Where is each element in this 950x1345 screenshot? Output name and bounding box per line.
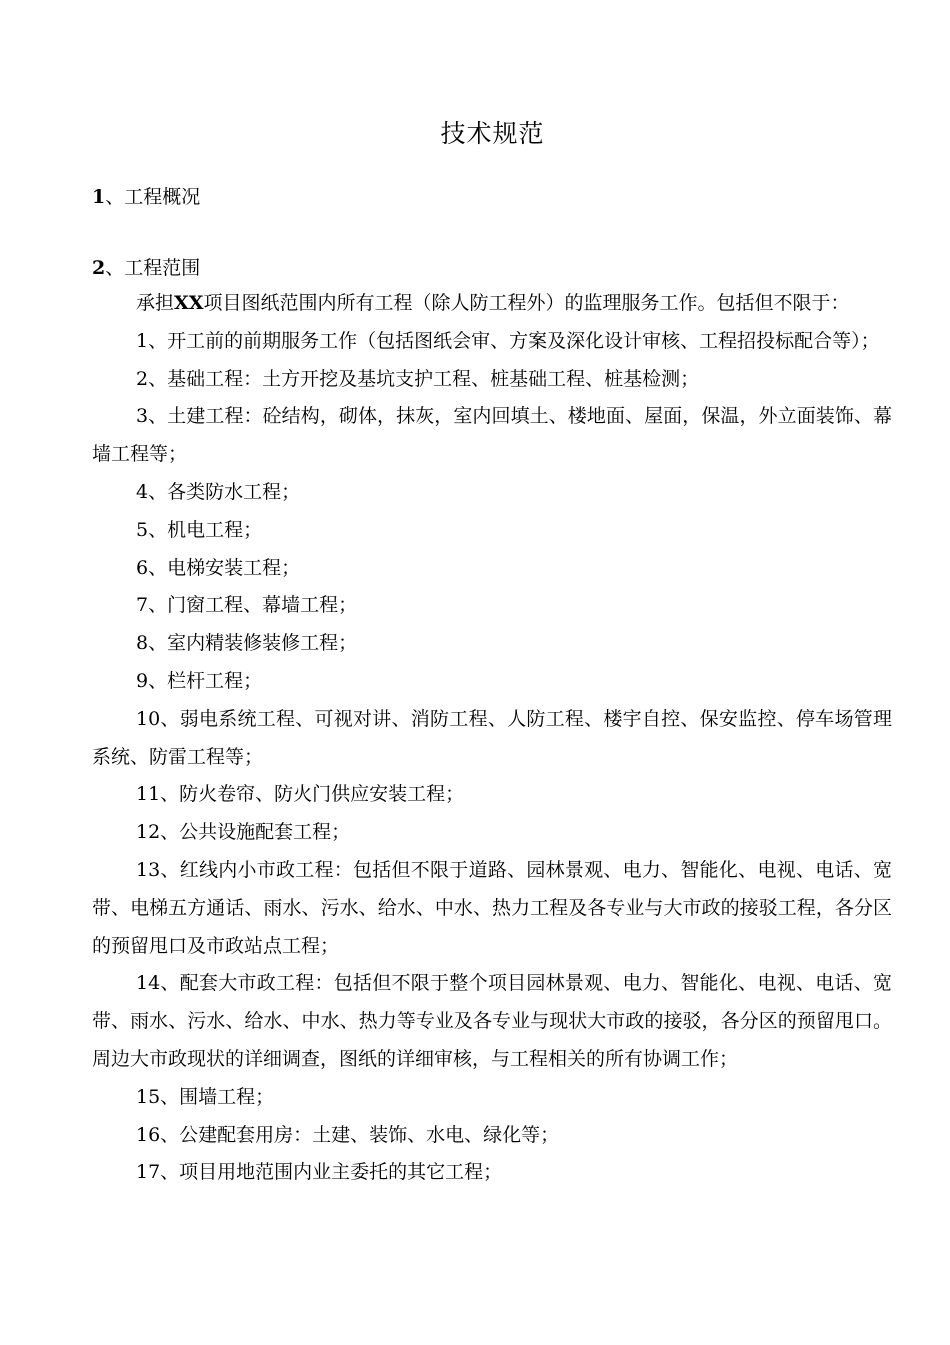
scope-item: 17、项目用地范围内业主委托的其它工程； xyxy=(136,1161,503,1184)
intro-prefix: 承担 xyxy=(136,292,175,314)
scope-item: 10、弱电系统工程、可视对讲、消防工程、人防工程、楼宇自控、保安监控、停车场管理系统、防雷工程等； xyxy=(92,707,892,768)
scope-item: 7、门窗工程、幕墙工程； xyxy=(136,594,358,617)
intro-suffix: 项目图纸范围内所有工程（除人防工程外）的监理服务工作。包括但不限于： xyxy=(203,292,850,314)
scope-body xyxy=(92,285,892,1192)
scope-item: 8、室内精装修装修工程； xyxy=(136,632,358,655)
scope-item: 12、公共设施配套工程； xyxy=(136,821,351,844)
scope-item: 14、配套大市政工程：包括但不限于整个项目园林景观、电力、智能化、电视、电话、宽带、雨水、污水、给水、中水、热力等专业及各专业与现状大市政的接驳，各分区的预留甩口。周边大市政现状的详细调查，图纸的详细审核，与工程相关的所有协调工作； xyxy=(92,972,892,1070)
scope-item: 3、土建工程：砼结构，砌体，抹灰，室内回填土、楼地面、屋面，保温，外立面装饰、幕墙工程等； xyxy=(92,405,892,466)
section-heading-overview xyxy=(92,182,200,209)
section-title: 工程范围 xyxy=(124,257,201,279)
section-number: 1 xyxy=(92,186,106,208)
scope-item: 16、公建配套用房：土建、装饰、水电、绿化等； xyxy=(136,1123,560,1146)
scope-item: 11、防火卷帘、防火门供应安装工程； xyxy=(136,783,465,806)
scope-item: 4、各类防水工程； xyxy=(136,480,301,503)
section-separator: 、 xyxy=(105,186,125,208)
scope-item: 2、基础工程：土方开挖及基坑支护工程、桩基础工程、桩基检测； xyxy=(136,367,700,390)
scope-item: 15、围墙工程； xyxy=(136,1085,275,1108)
document-title: 技术规范 xyxy=(440,119,545,148)
section-title: 工程概况 xyxy=(124,186,201,208)
scope-item: 5、机电工程； xyxy=(136,518,263,541)
scope-item: 9、栏杆工程； xyxy=(136,669,263,692)
section-number: 2 xyxy=(92,257,106,279)
scope-item: 6、电梯安装工程； xyxy=(136,556,301,579)
project-name: XX xyxy=(174,292,204,314)
scope-item: 1、开工前的前期服务工作（包括图纸会审、方案及深化设计审核、工程招投标配合等）； xyxy=(136,329,880,352)
scope-intro xyxy=(92,285,892,323)
scope-item: 13、红线内小市政工程：包括但不限于道路、园林景观、电力、智能化、电视、电话、宽带、电梯五方通话、雨水、污水、给水、中水、热力工程及各专业与大市政的接驳工程，各分区的预留甩口及市政站点工程； xyxy=(92,858,892,957)
section-separator: 、 xyxy=(105,257,125,279)
section-heading-scope xyxy=(92,253,200,280)
